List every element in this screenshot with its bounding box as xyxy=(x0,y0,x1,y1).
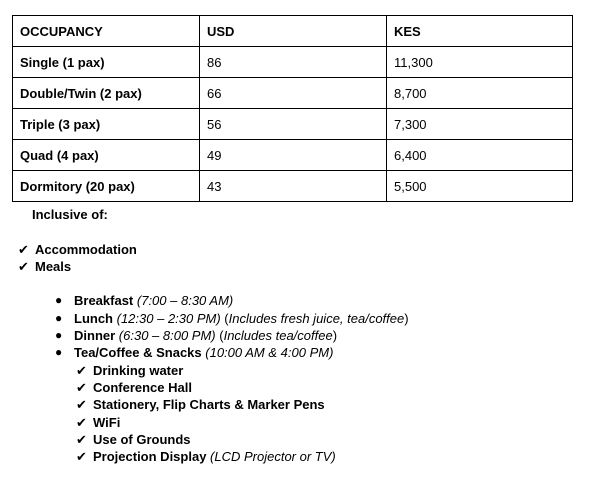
meal-extra-close: ) xyxy=(404,310,409,326)
kes-cell: 11,300 xyxy=(387,47,573,78)
meal-list xyxy=(18,292,578,361)
check-mark-icon: ✔ xyxy=(76,362,87,378)
occupancy-cell: Single (1 pax) xyxy=(13,47,200,78)
occupancy-cell: Quad (4 pax) xyxy=(13,140,200,171)
meal-name: Lunch xyxy=(74,310,113,326)
inclusions-section xyxy=(18,206,578,465)
service-note: (LCD Projector or TV) xyxy=(210,449,336,465)
usd-cell: 43 xyxy=(200,171,387,202)
inclusive-heading: Inclusive of: xyxy=(32,207,108,222)
meal-name: Dinner xyxy=(74,328,116,344)
header-kes: KES xyxy=(387,16,573,47)
meal-name: Breakfast xyxy=(74,293,134,309)
bullet-icon: ● xyxy=(55,345,63,360)
check-mark-icon: ✔ xyxy=(18,258,29,274)
check-mark-icon: ✔ xyxy=(76,397,87,413)
table-row xyxy=(13,171,573,202)
meal-time: (7:00 – 8:30 AM) xyxy=(136,293,234,309)
inclusion-item xyxy=(18,241,578,258)
usd-cell: 49 xyxy=(200,140,387,171)
list-item xyxy=(18,327,578,344)
usd-cell: 66 xyxy=(200,78,387,109)
table-row xyxy=(13,47,573,78)
service-label: Use of Grounds xyxy=(93,431,191,447)
usd-cell: 56 xyxy=(200,109,387,140)
rates-table xyxy=(12,15,573,202)
list-item xyxy=(18,344,578,361)
occupancy-cell: Triple (3 pax) xyxy=(13,109,200,140)
service-item xyxy=(18,431,578,448)
service-label: Projection Display xyxy=(93,449,207,465)
service-label: Stationery, Flip Charts & Marker Pens xyxy=(93,397,325,413)
inclusion-label: Accommodation xyxy=(35,241,137,257)
list-item xyxy=(18,292,578,309)
occupancy-cell: Dormitory (20 pax) xyxy=(13,171,200,202)
service-item xyxy=(18,362,578,379)
meal-name: Tea/Coffee & Snacks xyxy=(74,345,202,361)
meal-extra-open: ( xyxy=(220,310,229,326)
meal-extra-close: ) xyxy=(332,328,338,344)
table-row xyxy=(13,109,573,140)
bullet-icon: ● xyxy=(55,328,63,343)
service-item xyxy=(18,448,578,465)
meal-extra-open: ( xyxy=(215,328,224,344)
meal-time: (12:30 – 2:30 PM) xyxy=(116,310,221,326)
meal-time: (10:00 AM & 4:00 PM) xyxy=(205,345,334,361)
bullet-icon: ● xyxy=(55,293,63,308)
header-occupancy: OCCUPANCY xyxy=(13,16,200,47)
check-mark-icon: ✔ xyxy=(76,449,87,465)
table-header-row xyxy=(13,16,573,47)
occupancy-cell: Double/Twin (2 pax) xyxy=(13,78,200,109)
check-mark-icon: ✔ xyxy=(76,379,87,395)
check-mark-icon: ✔ xyxy=(18,241,29,257)
kes-cell: 8,700 xyxy=(387,78,573,109)
service-item xyxy=(18,379,578,396)
meal-extra-note: Includes tea/coffee xyxy=(223,328,333,344)
meal-extra-note: Includes fresh juice, tea/coffee xyxy=(228,310,405,326)
service-label: Conference Hall xyxy=(93,379,192,395)
inclusion-item xyxy=(18,258,578,275)
bullet-icon: ● xyxy=(55,310,63,325)
header-usd: USD xyxy=(200,16,387,47)
list-item xyxy=(18,310,578,327)
service-item xyxy=(18,414,578,431)
service-label: Drinking water xyxy=(93,362,184,378)
kes-cell: 5,500 xyxy=(387,171,573,202)
kes-cell: 6,400 xyxy=(387,140,573,171)
meal-time: (6:30 – 8:00 PM) xyxy=(118,328,216,344)
check-mark-icon: ✔ xyxy=(76,414,87,430)
kes-cell: 7,300 xyxy=(387,109,573,140)
table-row xyxy=(13,78,573,109)
service-label: WiFi xyxy=(93,414,121,430)
check-mark-icon: ✔ xyxy=(76,431,87,447)
usd-cell: 86 xyxy=(200,47,387,78)
table-row xyxy=(13,140,573,171)
service-item xyxy=(18,396,578,413)
inclusion-label: Meals xyxy=(35,258,72,274)
